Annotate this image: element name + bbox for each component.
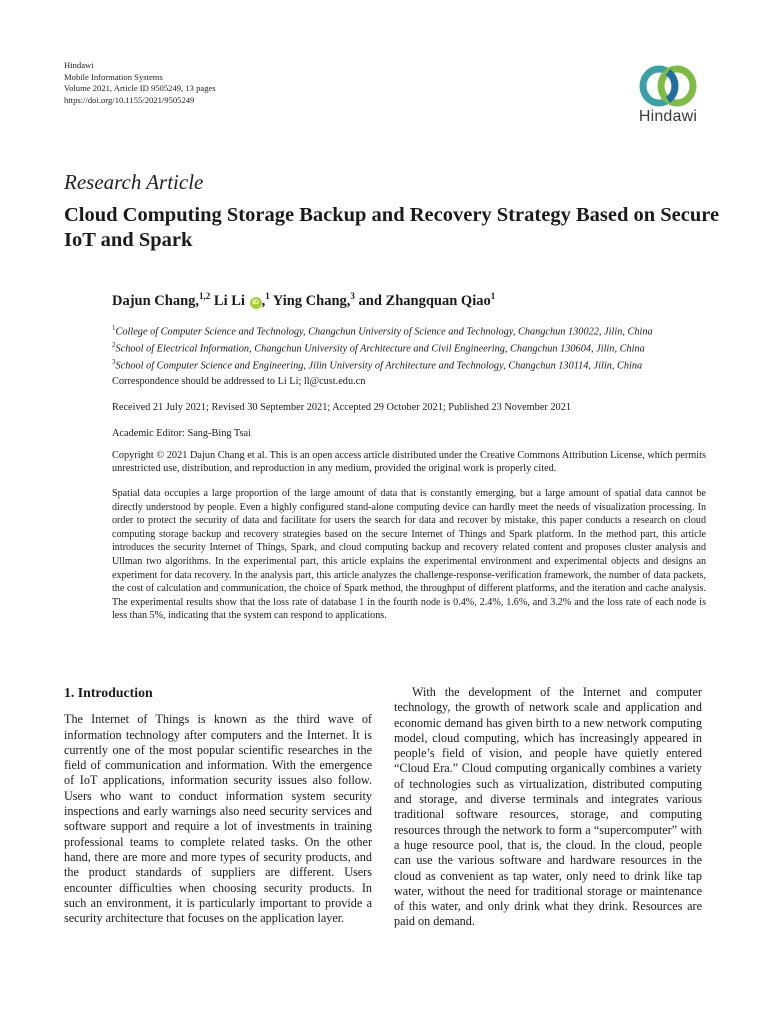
journal-volume: Volume 2021, Article ID 9505249, 13 pages [64,83,216,94]
copyright-notice: Copyright © 2021 Dajun Chang et al. This is an open access article distributed under the Creative Commons Attribution License, which permits unrestricted use, distribution, and reproduction in any medium, provided the original work is properly cited. [112,450,706,475]
article-type: Research Article [64,170,204,194]
affiliation-text: School of Computer Science and Engineering, Jilin University of Architecture and Technology, Changchun 130114, Jilin, China [115,360,643,372]
author-affiliation-ref: 3 [350,291,355,301]
abstract: Spatial data occupies a large proportion of the large amount of data that is constantly emerging, but a large amount of spatial data cannot be directly understood by people. Even a highly configured stand-alone computing device can hardly meet the needs of visualization processing. In order to protect the security of data and facilitate for users the search for data and recover by mistake, this paper conducts a research on cloud computing storage backup and recovery strategies based on the secure Internet of Things and Spark platform. In the method part, this article introduces the security Internet of Things, Spark, and cloud computing backup and recovery related content and proposes cluster analysis and Ullman two algorithms. In the experimental part, this article explains the experimental environment and experimental objects and designs an experiment for data recovery. In the analysis part, this article analyzes the challenge-response-verification framework, the number of data packets, the cost of calculation and communication, the choice of Spark method, the throughput of different platforms, and the iteration and cache analysis. The experimental results show that the loss rate of database 1 in the fourth node is 0.4%, 2.4%, 1.6%, and 3.2% and the loss rate of each node is less than 5%, indicating that the system can respond to applications. [112,488,706,622]
publication-dates: Received 21 July 2021; Revised 30 September 2021; Accepted 29 October 2021; Published 23 November 2021 [112,402,571,413]
author-affiliation-ref: 1 [490,291,496,301]
affiliation-item [112,322,653,339]
affiliation-item [112,339,653,356]
correspondence: Correspondence should be addressed to Li Li; ll@cust.edu.cn [112,376,366,387]
body-column-right [394,685,702,930]
body-paragraph: With the development of the Internet and computer technology, the growth of network scale and application and economic demand has given birth to a new network computing model, cloud computing, which has increasingly appeared in people’s field of vision, and people have quietly entered “Cloud Era.” Cloud computing organically combines a variety of technologies such as virtualization, distributed computing and storage, and diverse terminals and integrates various traditional software resources, storage, and computing resources through the network to form a “supercomputer” with a huge resource pool, that is, the cloud. In the cloud, people can use the various software and hardware resources in the cloud as convenient as tap water, only need to drink like tap water, without the need for traditional storage or maintenance of this water, and only drink what they drink. Resources are paid on demand. [394,685,702,929]
article-title: Cloud Computing Storage Backup and Recovery Strategy Based on Secure IoT and Spark [64,204,720,251]
publisher-name: Hindawi [64,60,94,70]
academic-editor: Academic Editor: Sang-Bing Tsai [112,428,251,439]
body-paragraph: The Internet of Things is known as the third wave of information technology after computers and the Internet. It is currently one of the most popular scientific researches in the field of communication and information. With the emergence of IoT applications, information security issues also follow. Users who want to conduct information system security inspections and early warnings also need security services and software support and require a lot of investments in training professional teams to complete related tasks. On the other hand, there are more and more types of security products, and the product standards of suppliers are different. Users encounter difficulties when choosing security products. In such an environment, it is particularly important to provide a security architecture that focuses on the application layer. [64,712,372,926]
author-name: Ying Chang, [272,292,351,309]
orcid-icon[interactable]: iD [250,297,262,309]
affiliation-list [112,322,653,373]
author-affiliation-ref: 1,2 [199,291,211,301]
hindawi-wordmark: Hindawi [638,108,698,125]
author-affiliation-ref: 1 [265,291,270,301]
author-list: Dajun Chang,$^{1,2}$ Li Li iD ,$^1$ Ying Chang,$^3$ and Zhangquan Qiao$^1$ [112,291,496,309]
journal-name: Mobile Information Systems [64,71,163,82]
affiliation-item [112,356,653,373]
hindawi-logo [628,58,708,138]
author-name: and Zhangquan Qiao [358,292,491,309]
hindawi-logo-mark-icon [628,58,708,110]
affiliation-number: 3 [112,358,116,367]
section-heading: 1. Introduction [64,685,153,700]
author-name: Dajun Chang, [112,292,200,309]
body-column-left [64,685,372,926]
journal-info [64,60,216,106]
affiliation-number: 2 [112,341,116,350]
author-name: Li Li [213,292,245,309]
affiliation-text: School of Electrical Information, Changchun University of Architecture and Civil Engineering, Changchun 130604, Jilin, China [115,343,645,355]
affiliation-number: 1 [112,324,116,332]
affiliation-text: College of Computer Science and Technology, Changchun University of Science and Technology, Changchun 130022, Jilin, China [115,326,653,338]
doi-link[interactable]: https://doi.org/10.1155/2021/9505249 [64,94,195,105]
